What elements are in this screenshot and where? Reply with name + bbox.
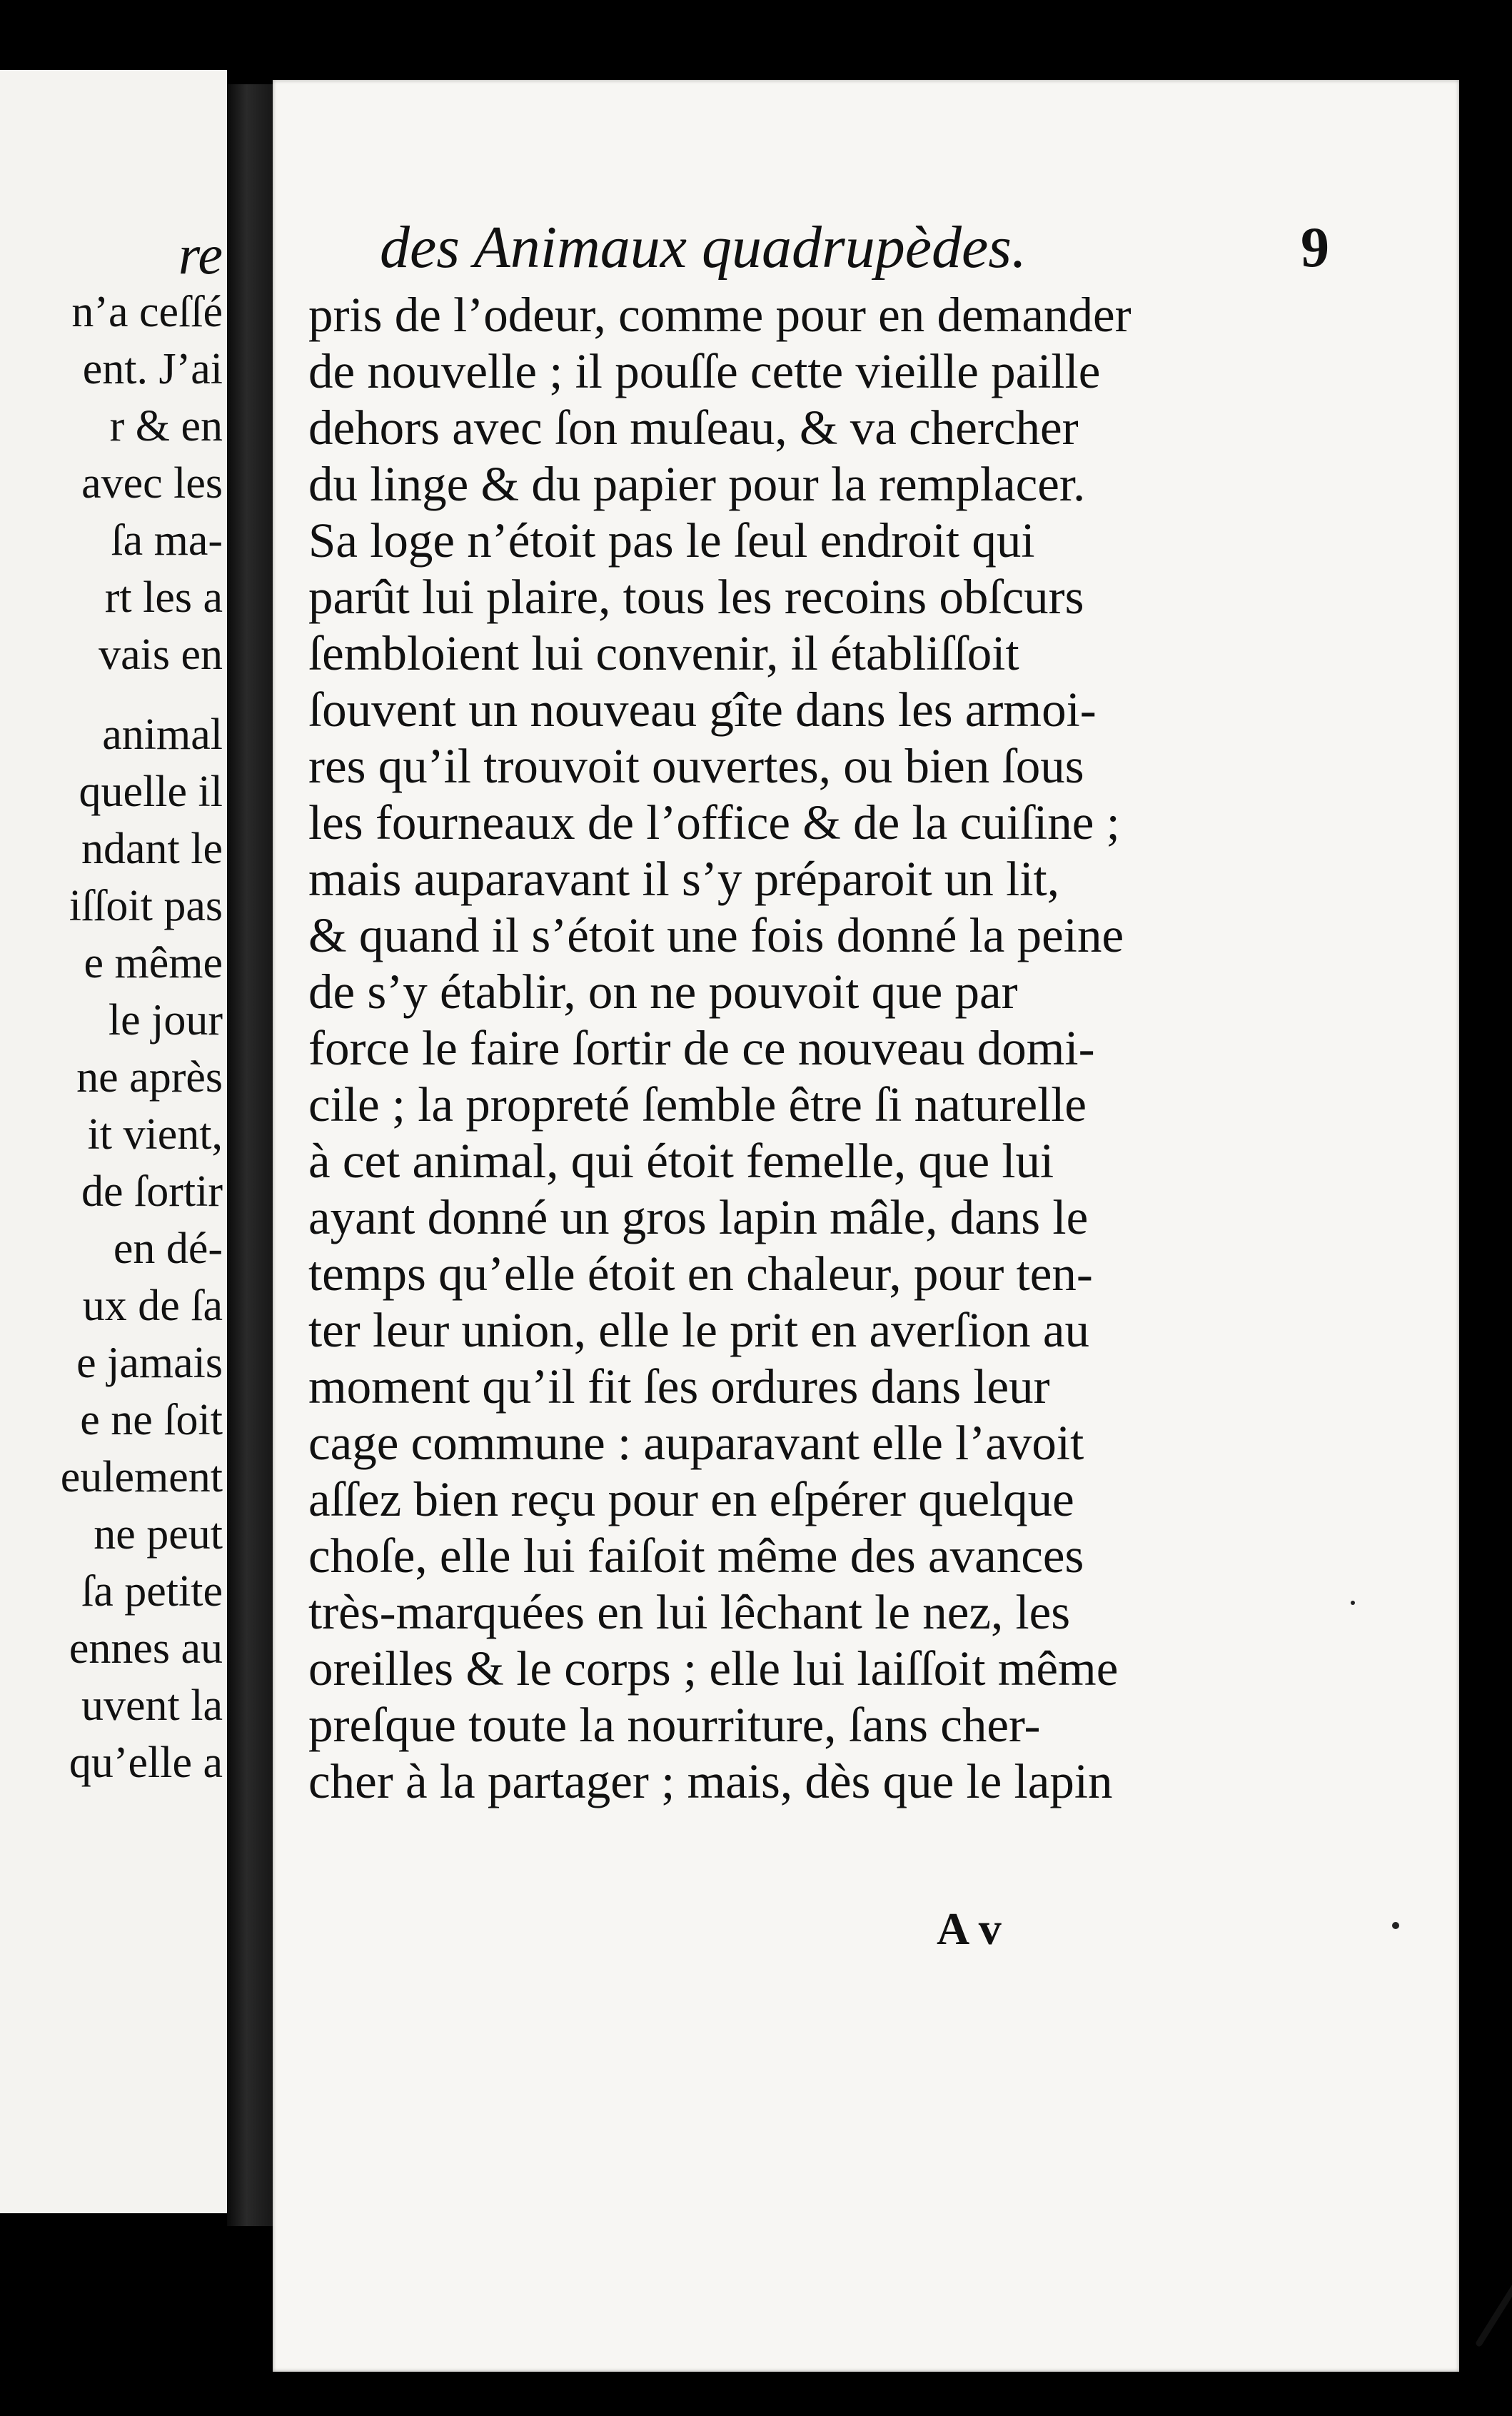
right-page xyxy=(273,80,1459,2372)
left-page-line: rt les a xyxy=(104,573,223,622)
body-line: cher à la partager ; mais, dès que le lapin xyxy=(308,1754,1113,1808)
left-page-line: re xyxy=(178,223,223,286)
running-title: des Animaux quadrupèdes. xyxy=(380,214,1027,281)
body-line: choſe, elle lui faiſoit même des avances xyxy=(308,1529,1084,1583)
body-line: ter leur union, elle le prit en averſion au xyxy=(308,1303,1089,1357)
body-line: cile ; la propreté ſemble être ſi naturelle xyxy=(308,1077,1087,1132)
body-line: les fourneaux de l’office & de la cuiſine ; xyxy=(308,795,1120,850)
body-line: ſembloient lui convenir, il établiſſoit xyxy=(308,626,1019,680)
left-page-line: uvent la xyxy=(81,1681,223,1730)
body-line: & quand il s’étoit une fois donné la peine xyxy=(308,908,1124,962)
left-page-line: ndant le xyxy=(81,825,223,873)
page-number: 9 xyxy=(1301,216,1329,279)
left-page-line: ent. J’ai xyxy=(82,345,223,393)
body-line: temps qu’elle étoit en chaleur, pour ten- xyxy=(308,1247,1093,1301)
left-page-line: ne après xyxy=(76,1053,223,1102)
body-line: oreilles & le corps ; elle lui laiſſoit même xyxy=(308,1641,1119,1696)
left-page-line: animal xyxy=(102,710,223,759)
left-page-line: eulement xyxy=(60,1453,223,1501)
left-page-line: iſſoit pas xyxy=(69,882,223,930)
body-line: parût lui plaire, tous les recoins obſcurs xyxy=(308,570,1084,624)
left-page-line: e jamais xyxy=(76,1339,223,1387)
left-page-line: e ne ſoit xyxy=(80,1396,223,1444)
left-page-line: ne peut xyxy=(94,1510,223,1559)
running-head xyxy=(380,208,1329,287)
body-line: moment qu’il fit ſes ordures dans leur xyxy=(308,1359,1050,1414)
left-page-line: ennes au xyxy=(69,1624,223,1673)
body-line: à cet animal, qui étoit femelle, que lui xyxy=(308,1134,1054,1188)
left-page-line: avec les xyxy=(81,459,223,508)
body-line: preſque toute la nourriture, ſans cher- xyxy=(308,1698,1041,1752)
left-page-line: quelle il xyxy=(79,767,223,816)
body-line: dehors avec ſon muſeau, & va chercher xyxy=(308,401,1079,455)
left-page-line: ſa ma- xyxy=(111,516,223,565)
body-line: mais auparavant il s’y préparoit un lit, xyxy=(308,852,1059,906)
left-page-line: qu’elle a xyxy=(69,1738,223,1787)
left-page-line: le jour xyxy=(108,996,223,1045)
pen-stroke-mark xyxy=(1451,2186,1512,2357)
body-line: de s’y établir, on ne pouvoit que par xyxy=(308,965,1018,1019)
body-line: aſſez bien reçu pour en eſpérer quelque xyxy=(308,1472,1074,1526)
left-page xyxy=(0,70,227,2213)
gutter-shadow xyxy=(227,84,276,2226)
signature-mark: A v xyxy=(937,1903,1002,1954)
body-line: force le faire ſortir de ce nouveau domi- xyxy=(308,1021,1095,1075)
left-page-line: n’a ceſſé xyxy=(71,288,223,336)
body-line: pris de l’odeur, comme pour en demander xyxy=(308,288,1132,342)
body-line: Sa loge n’étoit pas le ſeul endroit qui xyxy=(308,513,1035,568)
body-line: cage commune : auparavant elle l’avoit xyxy=(308,1416,1084,1470)
body-line: de nouvelle ; il pouſſe cette vieille paille xyxy=(308,344,1101,398)
body-line: res qu’il trouvoit ouvertes, ou bien ſous xyxy=(308,739,1084,793)
body-line: ayant donné un gros lapin mâle, dans le xyxy=(308,1190,1089,1244)
body-line: très-marquées en lui lêchant le nez, les xyxy=(308,1585,1071,1639)
left-page-line: ſa petite xyxy=(81,1567,223,1616)
left-page-line: it vient, xyxy=(87,1110,223,1159)
left-page-line: r & en xyxy=(109,402,223,451)
left-page-line: de ſortir xyxy=(81,1167,223,1216)
left-page-line: e même xyxy=(84,939,223,987)
body-line: du linge & du papier pour la remplacer. xyxy=(308,457,1086,511)
ink-speck xyxy=(1351,1601,1355,1605)
left-page-line: en dé- xyxy=(113,1224,223,1273)
ink-speck xyxy=(1392,1922,1399,1929)
left-page-line: ux de ſa xyxy=(82,1282,223,1330)
body-line: ſouvent un nouveau gîte dans les armoi- xyxy=(308,683,1097,737)
left-page-line: vais en xyxy=(99,630,223,679)
